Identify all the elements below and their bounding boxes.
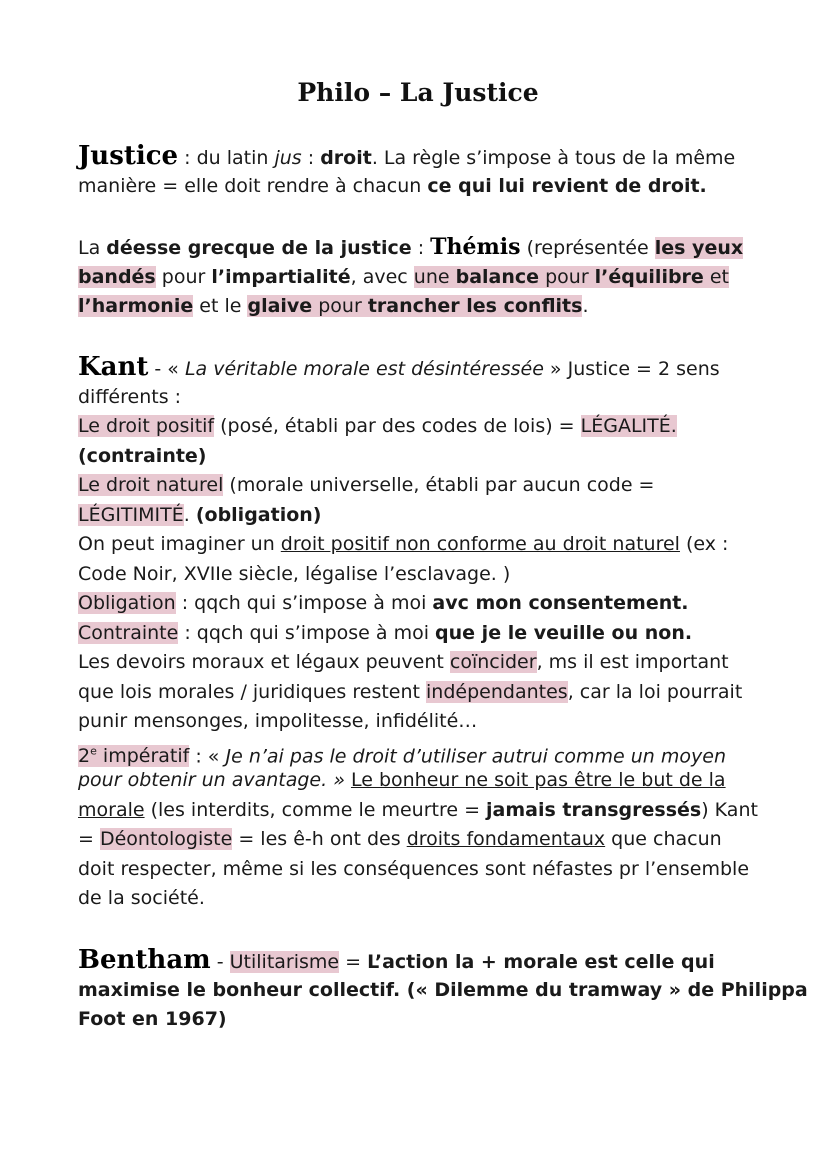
text-line: manière = elle doit rendre à chacun ce qui lui revient de droit. [78,174,707,197]
text-line: Obligation : qqch qui s’impose à moi avc mon consentement. [78,592,689,614]
bentham-heading: Bentham [78,945,211,975]
text-line: que lois morales / juridiques restent indépendantes, car la loi pourrait [78,680,743,703]
text-line: Justice : du latin jus : droit. La règle s’impose à tous de la même [78,141,736,171]
kant-heading: Kant [78,352,149,382]
text-line: Bentham - Utilitarisme = L’action la + morale est celle qui [78,945,715,975]
text-line: Foot en 1967) [78,1008,227,1030]
text-line: Le droit naturel (morale universelle, établi par aucun code = [78,474,655,496]
text-line: Code Noir, XVIIe siècle, légalise l’esclavage. ) [78,562,511,585]
text-line: de la société. [78,887,205,909]
text-line: Contrainte : qqch qui s’impose à moi que je le veuille ou non. [78,621,693,644]
text-line: Kant - « La véritable morale est désintéressée » Justice = 2 sens [78,352,720,382]
page-title: Philo – La Justice [297,78,539,107]
text-line: punir mensonges, impolitesse, infidélité… [78,710,478,732]
text-line: maximise le bonheur collectif. (« Dilemme du tramway » de Philippa [78,978,808,1001]
text-line: différents : [78,385,182,408]
text-line: pour obtenir un avantage. » Le bonheur ne soit pas être le but de la [78,769,726,791]
text-line: On peut imaginer un droit positif non conforme au droit naturel (ex : [78,533,729,555]
themis-name: Thémis [430,234,521,260]
text-line: Le droit positif (posé, établi par des codes de lois) = LÉGALITÉ. [78,415,677,437]
text-line: bandés pour l’impartialité, avec une balance pour l’équilibre et [78,265,729,288]
text-line: 2e impératif : « Je n’ai pas le droit d’utiliser autrui comme un moyen [78,744,726,767]
text-line: morale (les interdits, comme le meurtre = jamais transgressés) Kant [78,798,758,821]
text-line: Les devoirs moraux et légaux peuvent coïncider, ms il est important [78,651,729,673]
text-line: (contrainte) [78,444,207,467]
themis-paragraph [78,233,758,322]
text-line: La déesse grecque de la justice : Thémis (représentée les yeux [78,234,744,260]
justice-heading: Justice [78,141,179,171]
text-line: doit respecter, même si les conséquences sont néfastes pr l’ensemble [78,857,750,880]
text-line: l’harmonie et le glaive pour trancher les conflits. [78,295,589,317]
text-line: LÉGITIMITÉ. (obligation) [78,503,322,526]
justice-definition [78,142,758,201]
kant-section [78,353,758,914]
text-line: = Déontologiste = les ê-h ont des droits fondamentaux que chacun [78,828,722,850]
bentham-section [78,945,808,1035]
